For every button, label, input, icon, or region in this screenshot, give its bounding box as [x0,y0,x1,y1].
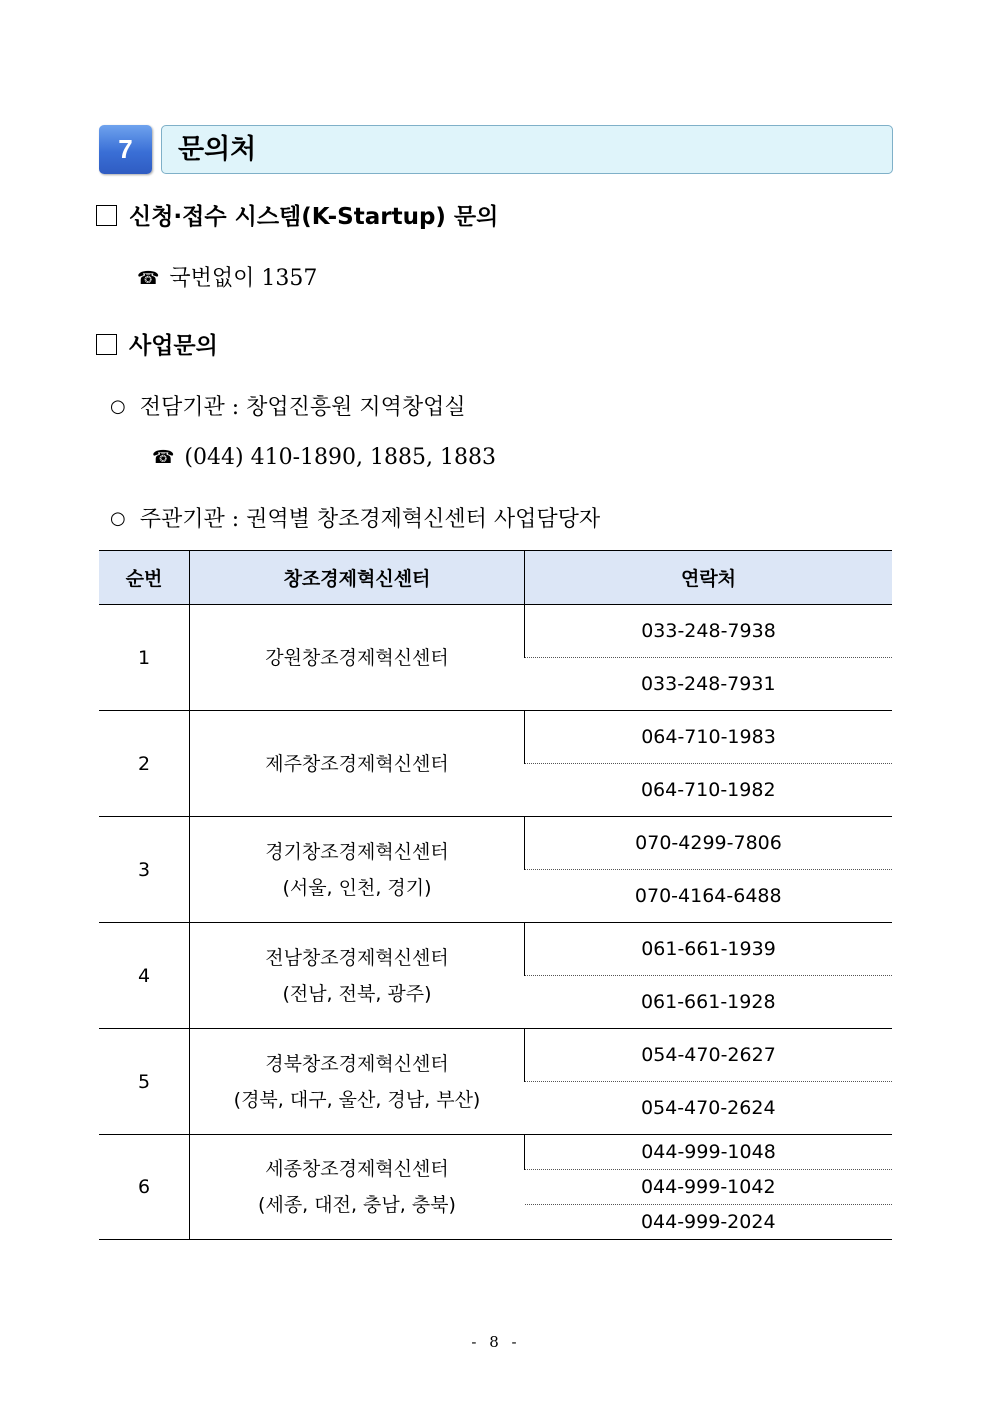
header-no: 순번 [99,551,190,605]
center-name-cell [190,817,525,923]
row-no: 2 [99,711,190,817]
row-no: 1 [99,605,190,711]
center-region: (전남, 전북, 광주) [282,982,432,1005]
phone-cell: 070-4164-6488 [525,870,893,923]
phone-cell: 044-999-1042 [525,1170,893,1205]
host-agency-line [110,504,600,535]
center-name: 강원창조경제혁신센터 [265,646,449,669]
center-name: 세종창조경제혁신센터 [265,1158,449,1180]
center-name-cell [190,1135,525,1240]
dedicated-agency-line [110,392,466,423]
header-center: 창조경제혁신센터 [190,551,525,605]
center-region: (서울, 인천, 경기) [282,876,432,899]
host-agency: 주관기관 : 권역별 창조경제혁신센터 사업담당자 [139,507,601,532]
dedicated-phone-line [152,443,496,473]
phone-cell: 070-4299-7806 [525,817,893,870]
heading-kstartup [96,202,498,232]
center-name-cell [190,605,525,711]
phone-cell: 044-999-2024 [525,1205,893,1240]
circle-bullet-icon: ○ [110,508,126,529]
row-no: 5 [99,1029,190,1135]
section-title: 문의처 [178,134,257,165]
phone-cell: 033-248-7931 [525,658,893,711]
center-name-cell [190,923,525,1029]
phone-cell: 061-661-1939 [525,923,893,976]
row-no: 3 [99,817,190,923]
phone-cell: 064-710-1982 [525,764,893,817]
header-contact: 연락처 [525,551,893,605]
phone-cell: 044-999-1048 [525,1135,893,1170]
phone-cell: 054-470-2627 [525,1029,893,1082]
square-bullet-icon [96,205,117,226]
section-header [99,125,893,174]
row-no: 4 [99,923,190,1029]
table-row [99,817,892,870]
kstartup-phone: 국번없이 1357 [169,266,318,291]
square-bullet-icon [96,334,117,355]
dedicated-agency: 전담기관 : 창업진흥원 지역창업실 [139,395,466,420]
table-row [99,711,892,764]
center-region: (경북, 대구, 울산, 경남, 부산) [233,1088,481,1111]
section-number: 7 [99,125,152,174]
center-contact-table [99,550,892,1240]
heading-kstartup-text: 신청·접수 시스템(K-Startup) 문의 [129,204,499,230]
table-row [99,1135,892,1170]
center-name: 전남창조경제혁신센터 [265,946,449,969]
table-row [99,923,892,976]
heading-business [96,331,218,361]
row-no: 6 [99,1135,190,1240]
center-region: (세종, 대전, 충남, 충북) [258,1194,456,1216]
center-name-cell [190,711,525,817]
phone-cell: 033-248-7938 [525,605,893,658]
telephone-icon: ☎ [137,268,160,289]
page-number: - 8 - [471,1333,521,1351]
center-name-cell [190,1029,525,1135]
circle-bullet-icon: ○ [110,396,126,417]
kstartup-phone-line [137,264,317,294]
center-name: 경기창조경제혁신센터 [265,840,449,863]
telephone-icon: ☎ [152,447,175,468]
phone-cell: 061-661-1928 [525,976,893,1029]
table-row [99,1029,892,1082]
table-header-row [99,551,892,605]
section-title-box [161,125,893,174]
dedicated-phone: (044) 410-1890, 1885, 1883 [184,445,496,470]
center-name: 경북창조경제혁신센터 [265,1052,449,1075]
center-name: 제주창조경제혁신센터 [265,752,449,775]
phone-cell: 054-470-2624 [525,1082,893,1135]
phone-cell: 064-710-1983 [525,711,893,764]
table-row [99,605,892,658]
heading-business-text: 사업문의 [129,333,218,359]
